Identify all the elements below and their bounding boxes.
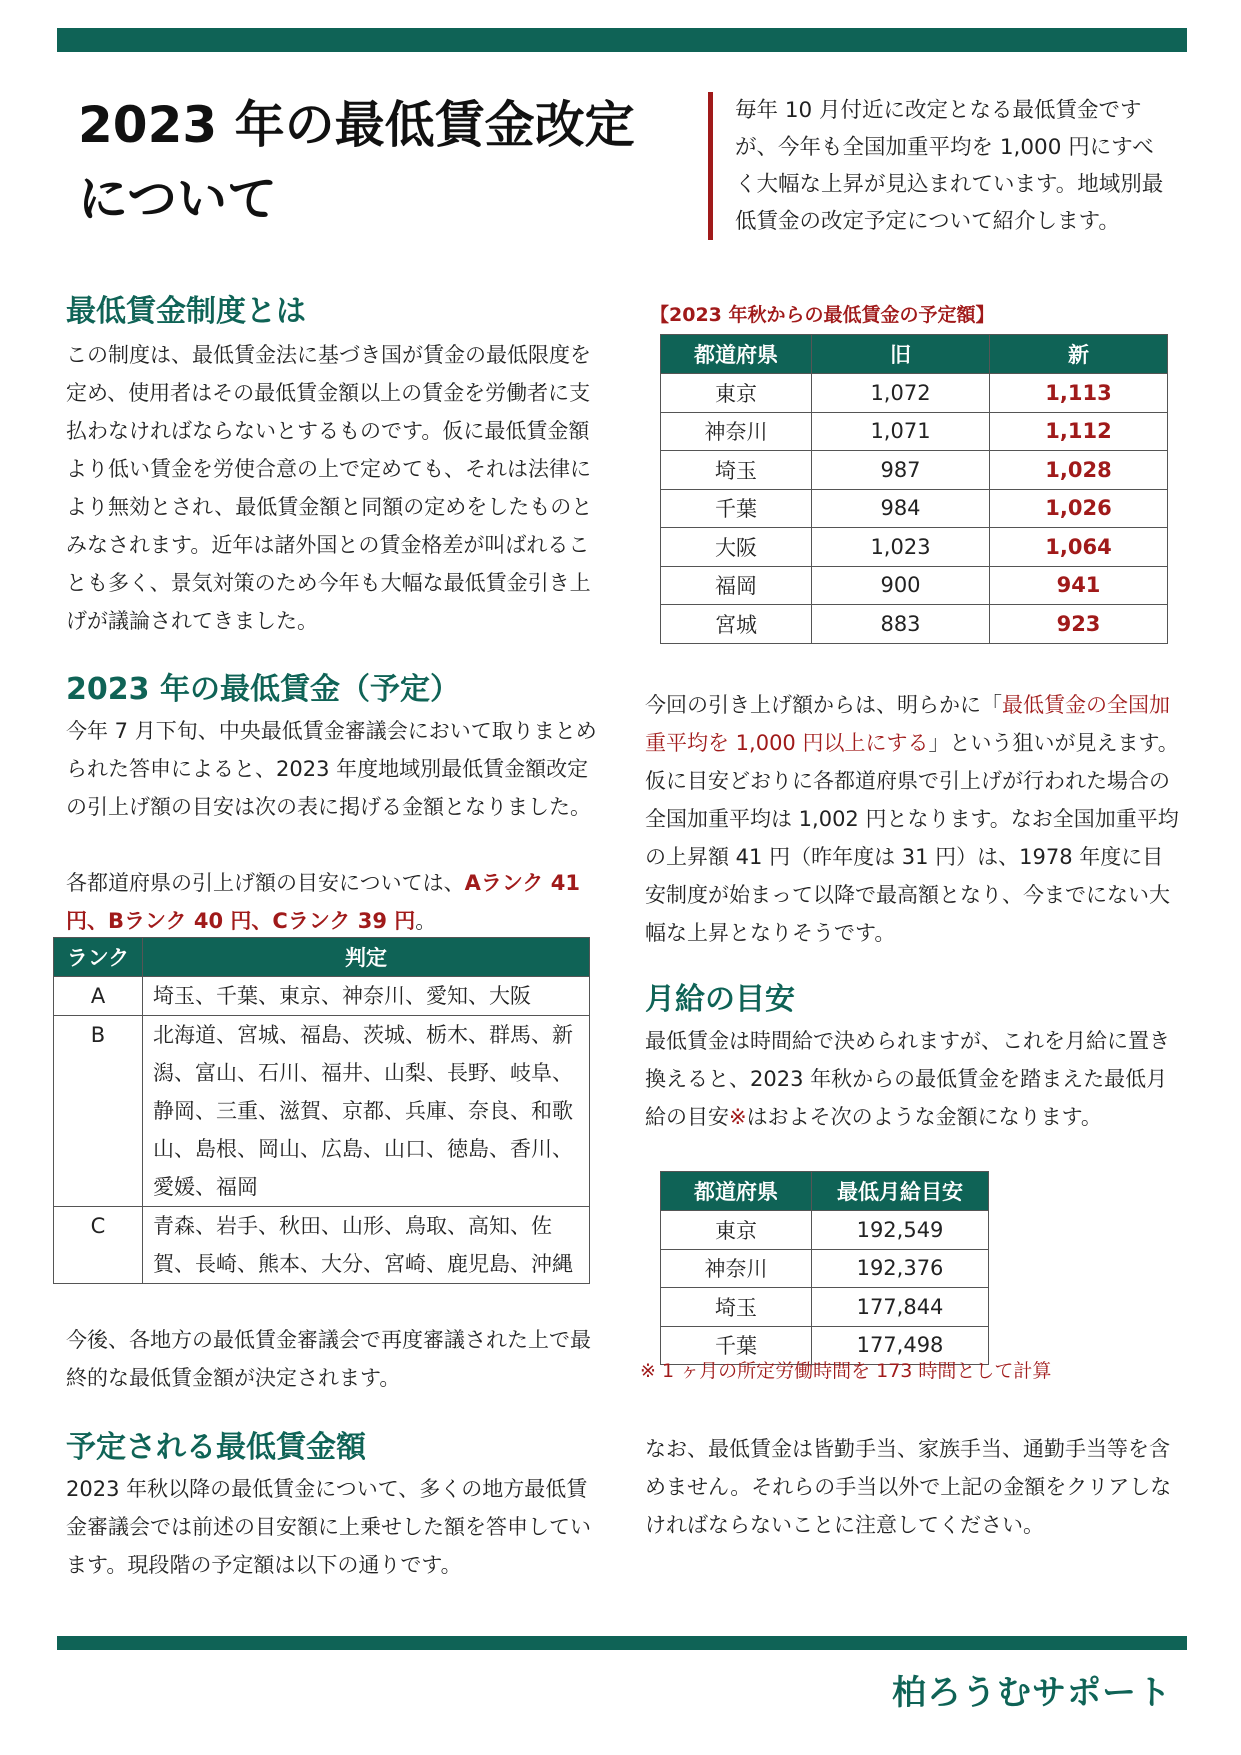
body-minimum-wage-system: この制度は、最低賃金法に基づき国が賃金の最低限度を定め、使用者はその最低賃金額以上の賃金を労働者に支払わなければならないとするものです。仮に最低賃金額より低い賃金を労使合意の上で定めても、それは法律により無効とされ、最低賃金額と同額の定めをしたものとみなされます。近年は諸外国との賃金格差が叫ばれることも多く、景気対策のため今年も大幅な最低賃金引き上げが議論されてきました。: [66, 343, 593, 633]
table-row: [661, 489, 1168, 528]
new-wage-cell: 1,112: [990, 412, 1168, 451]
prefecture-cell: 千葉: [661, 1326, 812, 1365]
page-title: [78, 88, 678, 236]
salary-cell: 192,549: [812, 1211, 989, 1250]
salary-cell: 177,498: [812, 1326, 989, 1365]
prefecture-cell: 宮城: [661, 605, 812, 644]
old-wage-cell: 1,023: [812, 528, 990, 567]
table-row: [661, 605, 1168, 644]
new-wage-cell: 1,026: [990, 489, 1168, 528]
salary-cell: 177,844: [812, 1288, 989, 1327]
wage-header-prefecture: 都道府県: [661, 335, 812, 374]
new-wage-cell: 941: [990, 566, 1168, 605]
footer-brand: 柏ろうむサポート: [892, 1673, 1172, 1713]
monthly-header-prefecture: 都道府県: [661, 1172, 812, 1211]
old-wage-cell: 984: [812, 489, 990, 528]
table-row: [661, 1211, 989, 1250]
rank-end: 。: [415, 909, 437, 933]
table-row: [54, 977, 590, 1016]
rank-intro-text: 各都道府県の引上げ額の目安については、: [66, 871, 465, 895]
old-wage-cell: 1,071: [812, 412, 990, 451]
analysis-text: [645, 686, 1180, 952]
prefectures-cell: 埼玉、千葉、東京、神奈川、愛知、大阪: [143, 977, 590, 1016]
rank-cell: B: [54, 1016, 143, 1207]
analysis-post: 」という狙いが見えます。仮に目安どおりに各都道府県で引上げが行われた場合の全国加重平均は 1,002 円となります。なお全国加重平均の上昇額 41 円（昨年度は 31 円）は、1978 年度に目安制度が始まって以降で最高額となり、今までにない大幅な上昇となりそうです。: [645, 731, 1179, 945]
table-row: [661, 451, 1168, 490]
prefectures-cell: 青森、岩手、秋田、山形、鳥取、高知、佐賀、長崎、熊本、大分、宮崎、鹿児島、沖縄: [143, 1207, 590, 1284]
monthly-body-pre: 最低賃金は時間給で決められますが、これを月給に置き換えると、2023 年秋からの最低賃金を踏まえた最低月給の目安: [645, 1029, 1170, 1129]
rank-header-rank: ランク: [54, 938, 143, 977]
rank-intro: [66, 864, 600, 940]
bottom-bar: [57, 1636, 1187, 1650]
table-row: [661, 374, 1168, 413]
heading-monthly-salary: 月給の目安: [645, 982, 795, 1017]
old-wage-cell: 900: [812, 566, 990, 605]
table-row: [54, 1207, 590, 1284]
body-2023-minimum-wage: 今年 7 月下旬、中央最低賃金審議会において取りまとめられた答申によると、2023 年度地域別最低賃金額改定の引上げ額の目安は次の表に掲げる金額となりました。: [66, 719, 597, 819]
old-wage-cell: 883: [812, 605, 990, 644]
table-row: [661, 528, 1168, 567]
table-row: [661, 412, 1168, 451]
heading-2023-minimum-wage: 2023 年の最低賃金（予定）: [66, 672, 460, 707]
new-wage-cell: 1,028: [990, 451, 1168, 490]
intro-text: 毎年 10 月付近に改定となる最低賃金ですが、今年も全国加重平均を 1,000 円にすべく大幅な上昇が見込まれています。地域別最低賃金の改定予定について紹介します。: [708, 92, 1168, 240]
prefecture-cell: 福岡: [661, 566, 812, 605]
closing-text: なお、最低賃金は皆勤手当、家族手当、通勤手当等を含めません。それらの手当以外で上記の金額をクリアしなければならないことに注意してください。: [645, 1437, 1172, 1537]
body-after-rank-table: 今後、各地方の最低賃金審議会で再度審議された上で最終的な最低賃金額が決定されます。: [66, 1328, 591, 1390]
prefectures-cell: 北海道、宮城、福島、茨城、栃木、群馬、新潟、富山、石川、福井、山梨、長野、岐阜、静岡、三重、滋賀、京都、兵庫、奈良、和歌山、島根、岡山、広島、山口、徳島、香川、愛媛、福岡: [143, 1016, 590, 1207]
analysis-quote: 最低賃金の全国加重平均を 1,000 円以上にする: [645, 693, 1170, 755]
wage-table-caption: 【2023 年秋からの最低賃金の予定額】: [650, 304, 995, 326]
body-planned-minimum-wage: 2023 年秋以降の最低賃金について、多くの地方最低賃金審議会では前述の目安額に上乗せした額を答申しています。現段階の予定額は以下の通りです。: [66, 1477, 591, 1577]
rank-table: [53, 937, 590, 1284]
prefecture-cell: 埼玉: [661, 451, 812, 490]
monthly-header-salary: 最低月給目安: [812, 1172, 989, 1211]
calculation-note: ※ 1 ヶ月の所定労働時間を 173 時間として計算: [640, 1360, 1052, 1382]
new-wage-cell: 1,064: [990, 528, 1168, 567]
wage-header-new: 新: [990, 335, 1168, 374]
table-row: [54, 1016, 590, 1207]
body-monthly-salary: [645, 1022, 1180, 1136]
rank-cell: A: [54, 977, 143, 1016]
prefecture-cell: 東京: [661, 374, 812, 413]
old-wage-cell: 987: [812, 451, 990, 490]
salary-cell: 192,376: [812, 1249, 989, 1288]
heading-planned-minimum-wage: 予定される最低賃金額: [66, 1430, 366, 1465]
monthly-body-mark: ※: [729, 1105, 747, 1129]
table-row: [661, 1249, 989, 1288]
prefecture-cell: 神奈川: [661, 412, 812, 451]
prefecture-cell: 埼玉: [661, 1288, 812, 1327]
new-wage-cell: 923: [990, 605, 1168, 644]
prefecture-cell: 神奈川: [661, 1249, 812, 1288]
monthly-table: [660, 1171, 989, 1365]
wage-table: [660, 334, 1168, 644]
title-line-1: 2023 年の最低賃金改定: [78, 96, 635, 154]
table-row: [661, 566, 1168, 605]
table-row: [661, 1288, 989, 1327]
new-wage-cell: 1,113: [990, 374, 1168, 413]
prefecture-cell: 大阪: [661, 528, 812, 567]
old-wage-cell: 1,072: [812, 374, 990, 413]
prefecture-cell: 千葉: [661, 489, 812, 528]
top-bar: [57, 28, 1187, 52]
prefecture-cell: 東京: [661, 1211, 812, 1250]
rank-values: Aランク 41 円、Bランク 40 円、Cランク 39 円: [66, 871, 580, 933]
rank-header-judgement: 判定: [143, 938, 590, 977]
title-line-2: について: [78, 170, 277, 228]
heading-minimum-wage-system: 最低賃金制度とは: [66, 294, 306, 329]
analysis-pre: 今回の引き上げ額からは、明らかに「: [645, 693, 1002, 717]
rank-cell: C: [54, 1207, 143, 1284]
monthly-body-post: はおよそ次のような金額になります。: [746, 1105, 1102, 1129]
wage-header-old: 旧: [812, 335, 990, 374]
